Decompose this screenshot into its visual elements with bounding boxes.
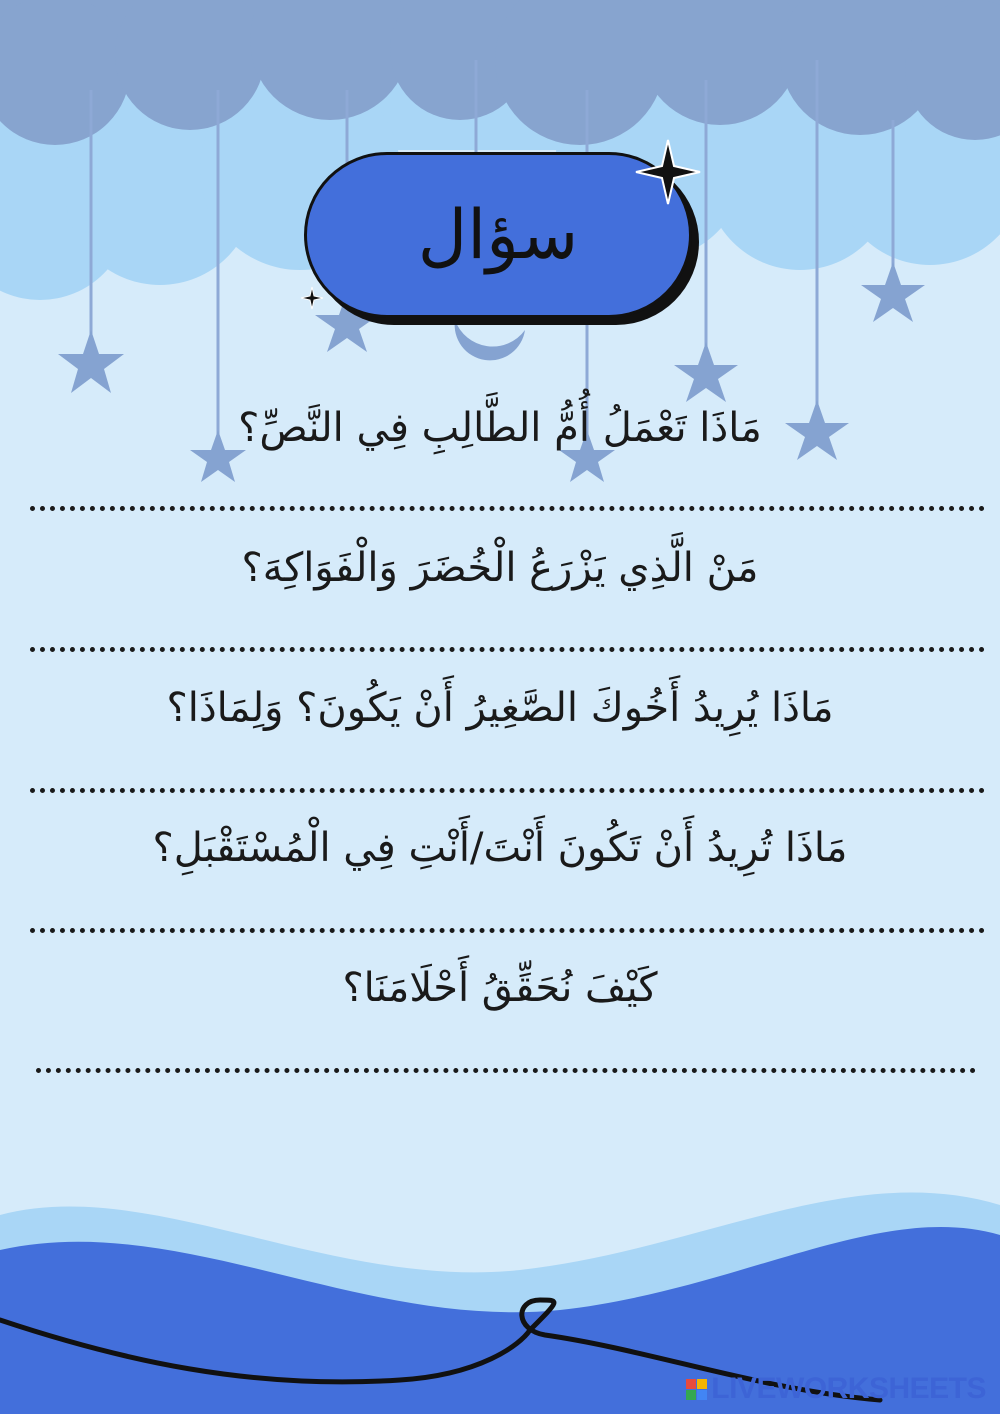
star-icon [861, 262, 925, 322]
watermark-text: LIVEWORKSHEETS [711, 1372, 986, 1405]
sparkle-icon [300, 286, 324, 310]
moon-icon [455, 320, 525, 360]
question-5: كَيْفَ نُحَقِّقُ أَحْلَامَنَا؟ [342, 965, 658, 1011]
answer-line-5[interactable] [36, 1068, 976, 1073]
star-icon [674, 342, 738, 402]
watermark [686, 1372, 986, 1406]
liveworksheets-logo-icon [686, 1379, 707, 1400]
answer-line-2[interactable] [30, 647, 985, 652]
question-4: مَاذَا تُرِيدُ أَنْ تَكُونَ أَنْتَ/أَنْتِ فِي الْمُسْتَقْبَلِ؟ [152, 825, 848, 871]
answer-line-1[interactable] [30, 506, 985, 511]
answer-line-3[interactable] [30, 788, 985, 793]
page-title: سؤال [417, 195, 579, 275]
question-2: مَنْ الَّذِي يَزْرَعُ الْخُضَرَ وَالْفَوَاكِهَ؟ [241, 545, 759, 591]
question-1: مَاذَا تَعْمَلُ أُمُّ الطَّالِبِ فِي النَّصِّ؟ [238, 405, 762, 451]
star-icon [58, 330, 124, 393]
question-3: مَاذَا يُرِيدُ أَخُوكَ الصَّغِيرُ أَنْ يَكُونَ؟ وَلِمَاذَا؟ [166, 685, 834, 731]
sparkle-icon [630, 138, 702, 206]
answer-line-4[interactable] [30, 928, 985, 933]
